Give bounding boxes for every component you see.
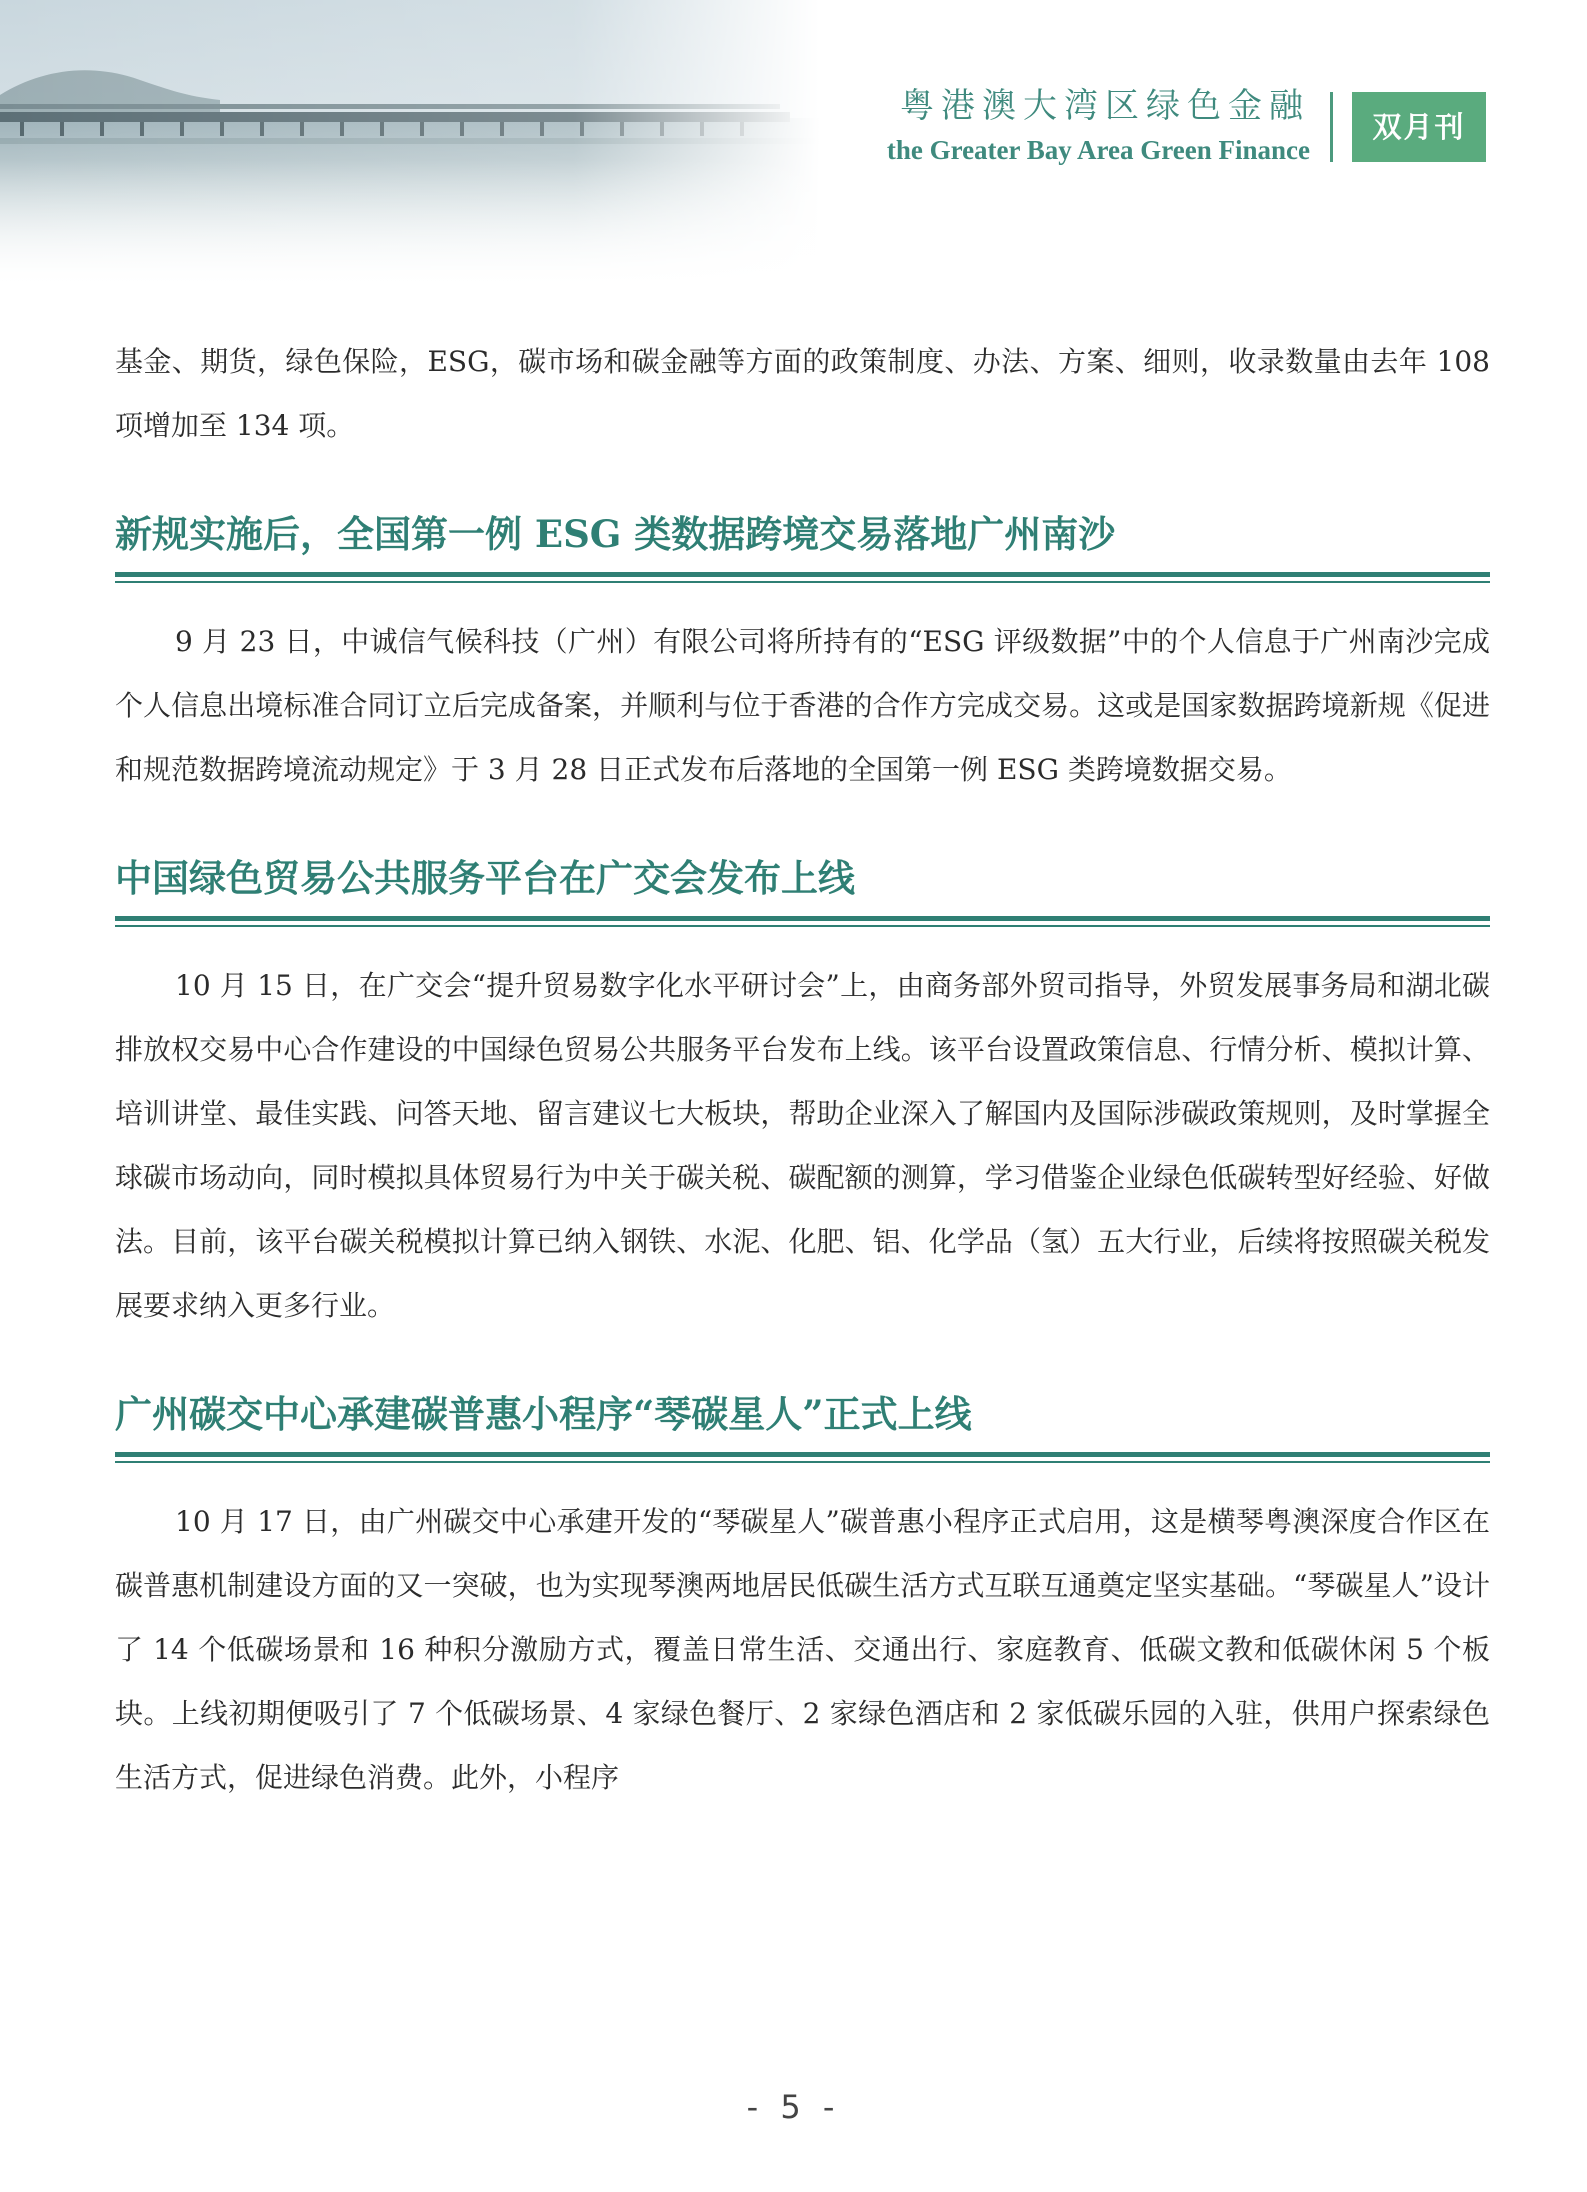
section-body: 10 月 15 日，在广交会“提升贸易数字化水平研讨会”上，由商务部外贸司指导，外贸发展事务局和湖北碳排放权交易中心合作建设的中国绿色贸易公共服务平台发布上线。该平台设置政策信息、行情分析、模拟计算、培训讲堂、最佳实践、问答天地、留言建议七大板块，帮助企业深入了解国内及国际涉碳政策规则，及时掌握全球碳市场动向，同时模拟具体贸易行为中关于碳关税、碳配额的测算，学习借鉴企业绿色低碳转型好经验、好做法。目前，该平台碳关税模拟计算已纳入钢铁、水泥、化肥、铝、化学品（氢）五大行业，后续将按照碳关税发展要求纳入更多行业。	[115, 969, 1490, 1322]
section-body: 9 月 23 日，中诚信气候科技（广州）有限公司将所持有的“ESG 评级数据”中的个人信息于广州南沙完成个人信息出境标准合同订立后完成备案，并顺利与位于香港的合作方完成交易。这或是国家数据跨境新规《促进和规范数据跨境流动规定》于 3 月 28 日正式发布后落地的全国第一例 ESG 类跨境数据交易。	[115, 625, 1490, 786]
section-heading: 新规实施后，全国第一例 ESG 类数据跨境交易落地广州南沙	[115, 512, 1116, 556]
news-section-carbon-mini-program	[115, 1384, 1490, 1810]
section-heading: 广州碳交中心承建碳普惠小程序“琴碳星人”正式上线	[115, 1392, 972, 1436]
section-body: 10 月 17 日，由广州碳交中心承建开发的“琴碳星人”碳普惠小程序正式启用，这是横琴粤澳深度合作区在碳普惠机制建设方面的又一突破，也为实现琴澳两地居民低碳生活方式互联互通奠定坚实基础。“琴碳星人”设计了 14 个低碳场景和 16 种积分激励方式，覆盖日常生活、交通出行、家庭教育、低碳文教和低碳休闲 5 个板块。上线初期便吸引了 7 个低碳场景、4 家绿色餐厅、2 家绿色酒店和 2 家低碳乐园的入驻，供用户探索绿色生活方式，促进绿色消费。此外，小程序	[115, 1505, 1490, 1794]
section-rule	[115, 916, 1490, 930]
bridge-sea-photo	[0, 0, 820, 290]
header-divider	[1330, 92, 1333, 162]
publication-title-cn: 粤港澳大湾区绿色金融	[900, 86, 1310, 126]
intro-paragraph: 基金、期货，绿色保险，ESG，碳市场和碳金融等方面的政策制度、办法、方案、细则，收录数量由去年 108 项增加至 134 项。	[115, 345, 1490, 442]
bimonthly-badge: 双月刊	[1352, 92, 1486, 162]
section-rule	[115, 1452, 1490, 1466]
section-heading: 中国绿色贸易公共服务平台在广交会发布上线	[115, 856, 855, 900]
news-section-esg-data	[115, 504, 1490, 802]
news-section-green-trade-platform	[115, 848, 1490, 1338]
page-header	[0, 0, 1587, 290]
section-rule	[115, 572, 1490, 586]
publication-title-en: the Greater Bay Area Green Finance	[886, 135, 1310, 165]
page-number: - 5 -	[746, 2088, 841, 2126]
article-content	[115, 330, 1490, 1810]
